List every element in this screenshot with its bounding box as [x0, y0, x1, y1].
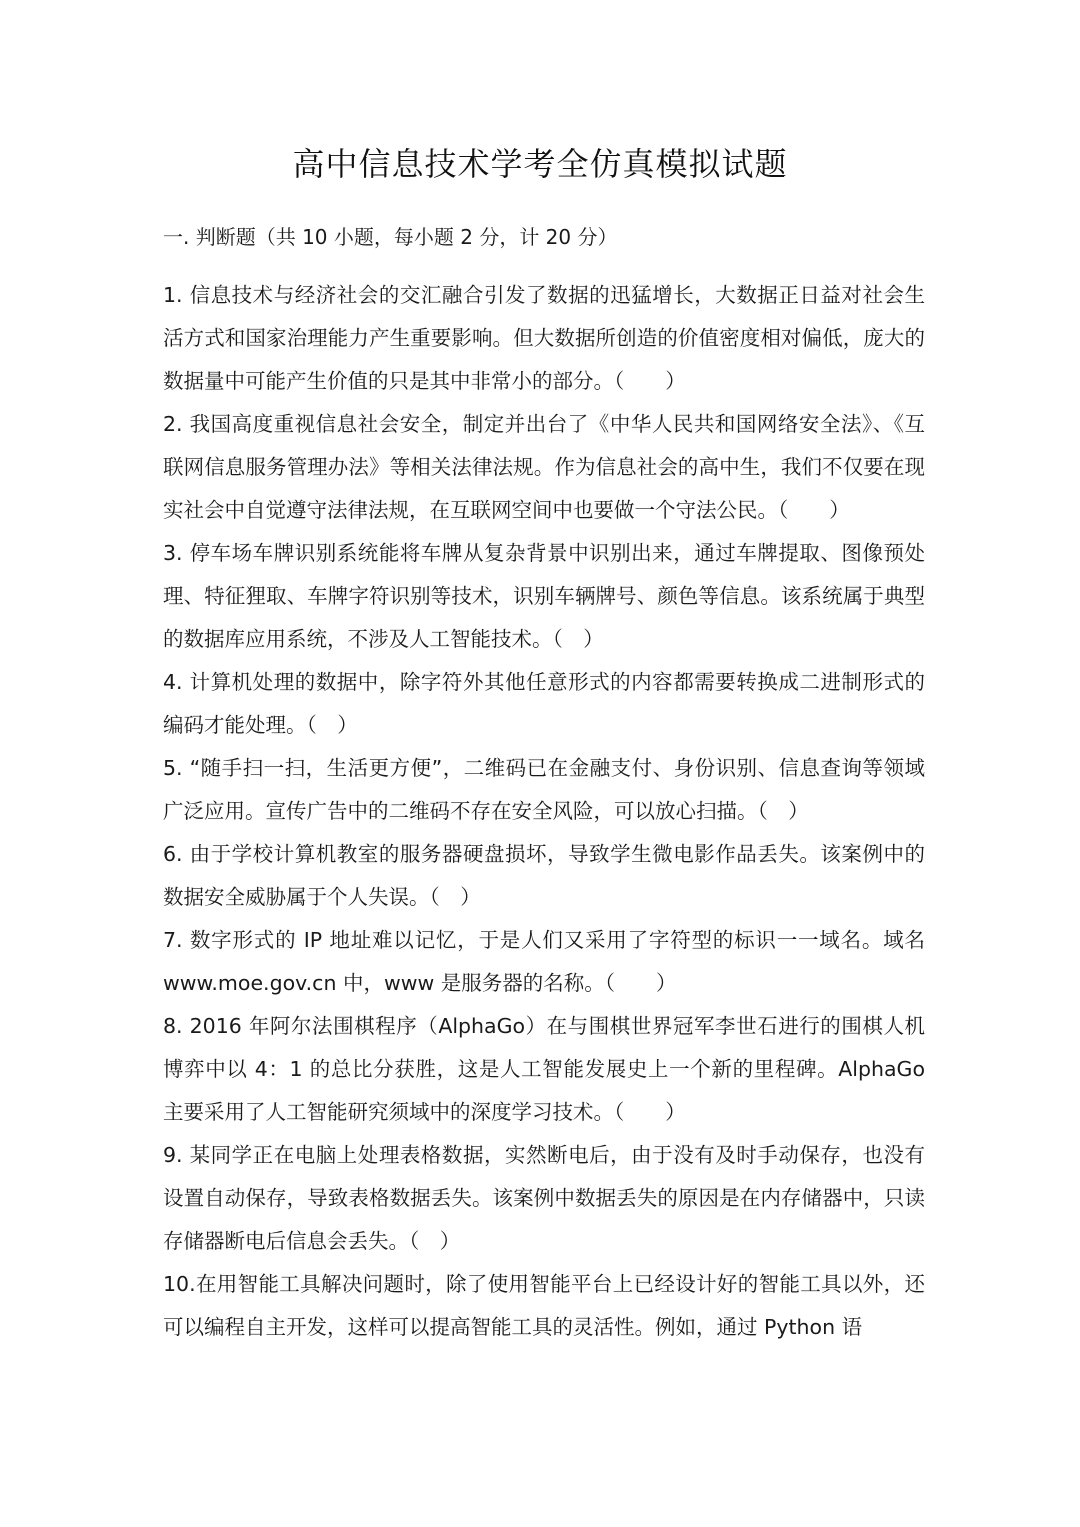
question-item: 4. 计算机处理的数据中，除字符外其他任意形式的内容都需要转换成二进制形式的编码才能处理。（ ） — [163, 670, 925, 737]
question-item: 5. “随手扫一扫，生活更方便”，二维码已在金融支付、身份识别、信息查询等领域广泛应用。宣传广告中的二维码不存在安全风险，可以放心扫描。（ ） — [163, 756, 925, 823]
question-item: 7. 数字形式的 IP 地址难以记忆，于是人们又采用了字符型的标识一一域名。域名 www.moe.gov.cn 中，www 是服务器的名称。（ ） — [163, 928, 925, 995]
question-item: 3. 停车场车牌识别系统能将车牌从复杂背景中识别出来，通过车牌提取、图像预处理、特征狸取、车牌字符识别等技术，识别车辆牌号、颜色等信息。该系统属于典型的数据库应用系统，不涉及人工智能技术。（ ） — [163, 541, 925, 651]
section-heading: 一. 判断题（共 10 小题，每小题 2 分，计 20 分） — [163, 225, 618, 249]
question-item: 10.在用智能工具解决问题时，除了使用智能平台上已经设计好的智能工具以外，还可以编程自主开发，这样可以提高智能工具的灵活性。例如，通过 Python 语 — [163, 1272, 925, 1339]
document-title: 高中信息技术学考全仿真模拟试题 — [292, 145, 788, 183]
question-item: 2. 我国高度重视信息社会安全，制定并出台了《中华人民共和国网络安全法》、《互联网信息服务管理办法》等相关法律法规。作为信息社会的高中生，我们不仅要在现实社会中自觉遵守法律法规，在互联网空间中也要做一个守法公民。（ ） — [163, 412, 925, 522]
question-item: 9. 某同学正在电脑上处理表格数据，实然断电后，由于没有及时手动保存，也没有设置自动保存，导致表格数据丢失。该案例中数据丢失的原因是在内存储器中，只读存储器断电后信息会丢失。（ ） — [163, 1143, 925, 1253]
question-list — [163, 274, 925, 1349]
question-item: 8. 2016 年阿尔法围棋程序（AlphaGo）在与围棋世界冠军李世石进行的围棋人机博弈中以 4：1 的总比分获胜，这是人工智能发展史上一个新的里程碑。AlphaGo 主要采用了人工智能研究须域中的深度学习技术。（ ） — [163, 1014, 925, 1124]
question-item: 1. 信息技术与经济社会的交汇融合引发了数据的迅猛增长，大数据正日益对社会生活方式和国家治理能力产生重要影响。但大数据所创造的价值密度相对偏低，庞大的数据量中可能产生价值的只是其中非常小的部分。（ ） — [163, 283, 925, 393]
question-item: 6. 由于学校计算机教室的服务器硬盘损坏，导致学生微电影作品丢失。该案例中的数据安全威胁属于个人失误。（ ） — [163, 842, 925, 909]
